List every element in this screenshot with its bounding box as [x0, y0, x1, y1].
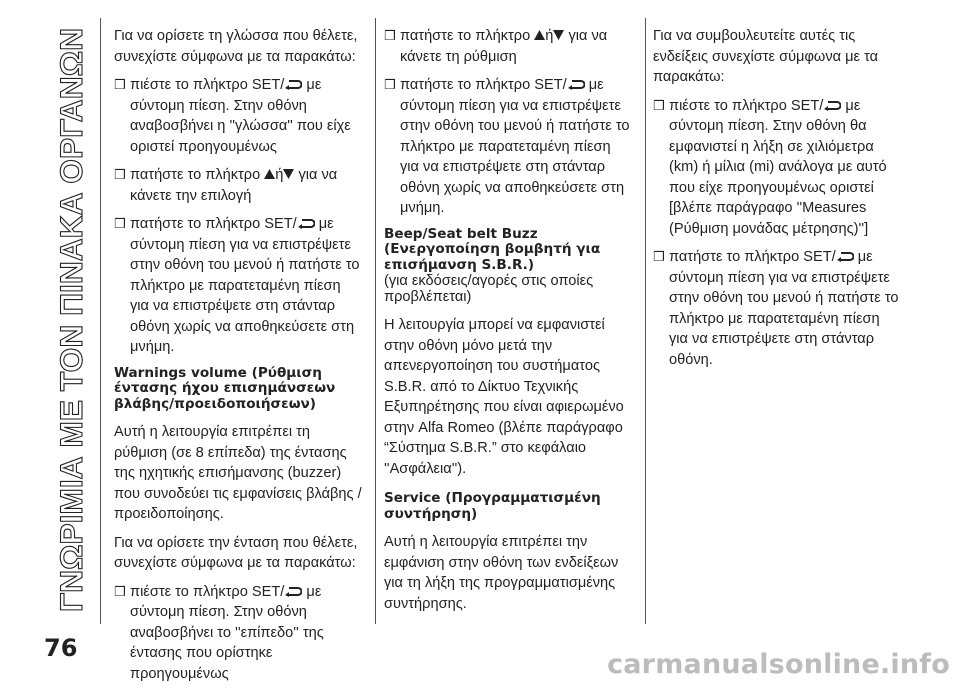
return-arrow-icon: [567, 80, 585, 90]
chapter-title-text: ΓΝΩΡΙΜΙΑ ΜΕ ΤΟΝ ΠΙΝΑΚΑ ΟΡΓΑΝΩΝ: [53, 32, 89, 612]
return-arrow-icon: [284, 587, 302, 597]
paragraph: Αυτή η λειτουργία επιτρέπει την εμφάνιση στην οθόνη των ενδείξεων για τη λήξη της προγραμματισμένης συντήρησης.: [384, 534, 619, 612]
paragraph: Για να ορίσετε τη γλώσσα που θέλετε, συνεχίστε σύμφωνα με τα παρακάτω:: [114, 28, 358, 65]
instruction-item: ❒ πατήστε το πλήκτρο ή για να κάνετε τη ρύθμιση: [384, 28, 608, 65]
return-arrow-icon: [284, 80, 302, 90]
triangle-up-icon: [534, 30, 545, 40]
chapter-side-title: [4, 14, 94, 614]
section-heading: Service (Προγραμματισμένη συντήρηση): [384, 490, 601, 522]
return-arrow-icon: [297, 219, 315, 229]
section-heading: Beep/Seat belt Buzz (Ενεργοποίηση βομβητή για επισήμανση S.B.R.): [384, 225, 601, 273]
instruction-item: ❒ πιέστε το πλήκτρο SET/ με σύντομη πίεση. Στην οθόνη αναβοσβήνει η ''γλώσσα'' που είχε οριστεί προηγουμένως: [114, 77, 351, 155]
return-arrow-icon: [836, 252, 854, 262]
instruction-item: ❒ πατήστε το πλήκτρο SET/ με σύντομη πίεση για να επιστρέψετε στην οθόνη του μενού ή πατήστε το πλήκτρο με παρατεταμένη πίεση για να επιστρέψετε στη στάνταρ οθόνη.: [653, 249, 899, 368]
column-divider: [100, 18, 101, 624]
checkbox-square-icon: ❒: [384, 28, 396, 43]
paragraph: Η λειτουργία μπορεί να εμφανιστεί στην οθόνη μόνο μετά την απενεργοποίηση του συστήματος S.B.R. από το Δίκτυο Τεχνικής Εξυπηρέτησης που είναι αφιερωμένο στην Alfa Romeo (βλέπε παράγραφο “Σύστημα S.B.R.” στο κεφάλαιο ''Ασφάλεια'').: [384, 317, 624, 477]
page-number: 76: [44, 634, 78, 662]
instruction-item: ❒ πατήστε το πλήκτρο SET/ με σύντομη πίεση για να επιστρέψετε στην οθόνη του μενού ή πατήστε το πλήκτρο με παρατεταμένη πίεση για να επιστρέψετε στη στάνταρ οθόνη χωρίς να αποθηκεύσετε στη μνήμη.: [384, 77, 630, 216]
paragraph: Αυτή η λειτουργία επιτρέπει τη ρύθμιση (σε 8 επίπεδα) της έντασης της ηχητικής επισήμανσης (buzzer) που συνοδεύει τις εμφανίσεις βλάβης / προειδοποίησης.: [114, 424, 362, 522]
paragraph: Για να ορίσετε την ένταση που θέλετε, συνεχίστε σύμφωνα με τα παρακάτω:: [114, 534, 358, 571]
triangle-up-icon: [264, 169, 275, 179]
checkbox-square-icon: ❒: [114, 216, 126, 231]
checkbox-square-icon: ❒: [653, 249, 665, 264]
instruction-item: ❒ πατήστε το πλήκτρο SET/ με σύντομη πίεση για να επιστρέψετε στην οθόνη του μενού ή πατήστε το πλήκτρο με παρατεταμένη πίεση για να επιστρέψετε στη στάνταρ οθόνη χωρίς να αποθηκεύσετε στη μνήμη.: [114, 216, 360, 355]
return-arrow-icon: [823, 101, 841, 111]
column-divider: [645, 18, 646, 624]
column-divider: [375, 18, 376, 624]
paragraph: Για να συμβουλευτείτε αυτές τις ενδείξεις συνεχίστε σύμφωνα με τα παρακάτω:: [653, 28, 879, 85]
triangle-down-icon: [553, 30, 564, 40]
checkbox-square-icon: ❒: [114, 77, 126, 92]
text-column-3: [653, 26, 901, 378]
instruction-item: ❒ πιέστε το πλήκτρο SET/ με σύντομη πίεση. Στην οθόνη θα εμφανιστεί η λήξη σε χιλιόμετρα (km) ή μίλια (mi) ανάλογα με αυτό που είχε προηγουμένως οριστεί [βλέπε παράγραφο ''Measures (Ρύθμιση μονάδας μέτρησης)'']: [653, 97, 887, 237]
text-column-2: [384, 26, 632, 622]
watermark: carmanualsonline.info: [607, 649, 950, 680]
triangle-down-icon: [283, 169, 294, 179]
checkbox-square-icon: ❒: [384, 77, 396, 92]
instruction-item: ❒ πιέστε το πλήκτρο SET/ με σύντομη πίεση. Στην οθόνη αναβοσβήνει το ''επίπεδο'' της έντασης που ορίστηκε προηγουμένως: [114, 583, 324, 682]
text-column-1: [114, 26, 362, 692]
section-heading: Warnings volume (Ρύθμιση έντασης ήχου επισημάνσεων βλάβης/προειδοποιήσεων): [114, 364, 336, 412]
instruction-item: ❒ πατήστε το πλήκτρο ή για να κάνετε την επιλογή: [114, 167, 338, 204]
availability-note: (για εκδόσεις/αγορές στις οποίες προβλέπεται): [384, 273, 594, 305]
checkbox-square-icon: ❒: [114, 167, 126, 182]
checkbox-square-icon: ❒: [653, 97, 665, 113]
checkbox-square-icon: ❒: [114, 583, 126, 599]
